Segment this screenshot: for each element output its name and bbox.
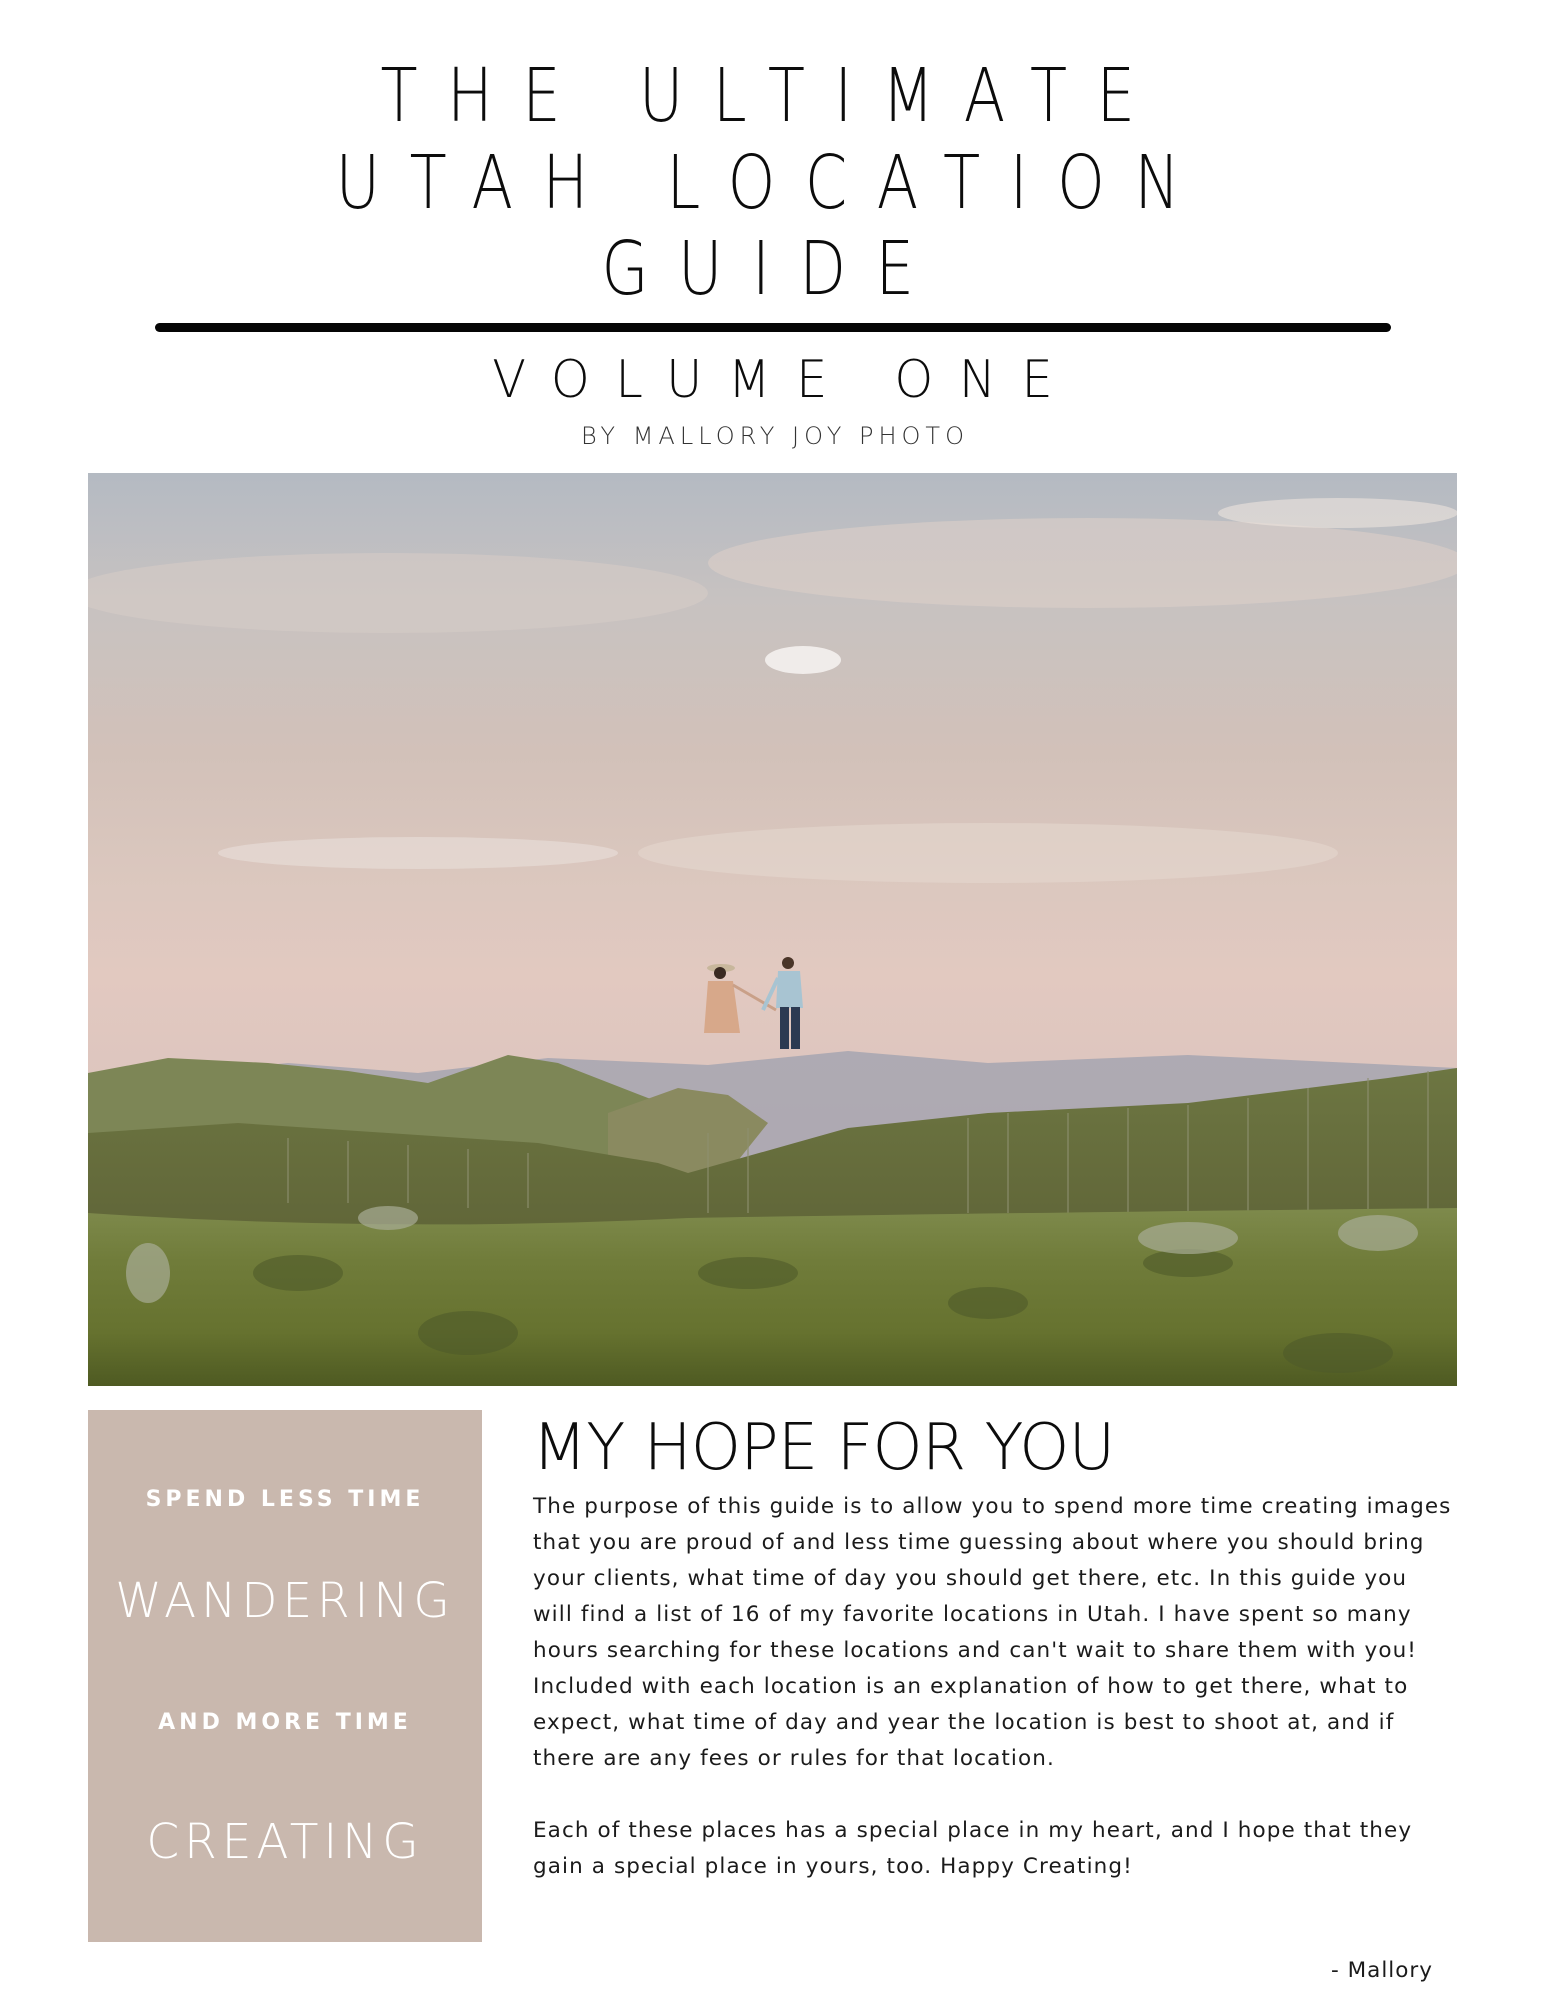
tagline-line-2: WANDERING	[115, 1573, 455, 1629]
section-heading: MY HOPE FOR YOU	[532, 1411, 1115, 1485]
title-divider	[155, 323, 1391, 332]
author-byline: BY MALLORY JOY PHOTO	[581, 422, 969, 450]
title-line-3: GUIDE	[601, 226, 944, 312]
volume-subtitle: VOLUME ONE	[492, 350, 1079, 410]
landscape-illustration	[88, 473, 1457, 1386]
hero-photo	[88, 473, 1457, 1386]
intro-body	[533, 1489, 1453, 1885]
tagline-box	[88, 1410, 482, 1942]
intro-paragraph-2: Each of these places has a special place in my heart, and I hope that they gain a special place in yours, too. Happy Creating!	[533, 1818, 1413, 1879]
intro-paragraph-1: The purpose of this guide is to allow you to spend more time creating images that you are proud of and less time guessing about where you should bring your clients, what time of day you should get there, etc. In this guide you will find a list of 16 of my favorite locations in Utah. I have spent so many hours searching for these locations and can't wait to share them with you! Included with each location is an explanation of how to get there, what to expect, what time of day and year the location is best to shoot at, and if there are any fees or rules for that location.	[533, 1494, 1452, 1771]
tagline-line-4: CREATING	[146, 1814, 424, 1870]
tagline-line-1: SPEND LESS TIME	[145, 1487, 425, 1512]
tagline-line-3: AND MORE TIME	[158, 1710, 412, 1735]
signature: - Mallory	[1331, 1958, 1433, 1983]
title-line-1: THE ULTIMATE	[380, 53, 1165, 139]
title-line-2: UTAH LOCATION	[335, 140, 1210, 226]
